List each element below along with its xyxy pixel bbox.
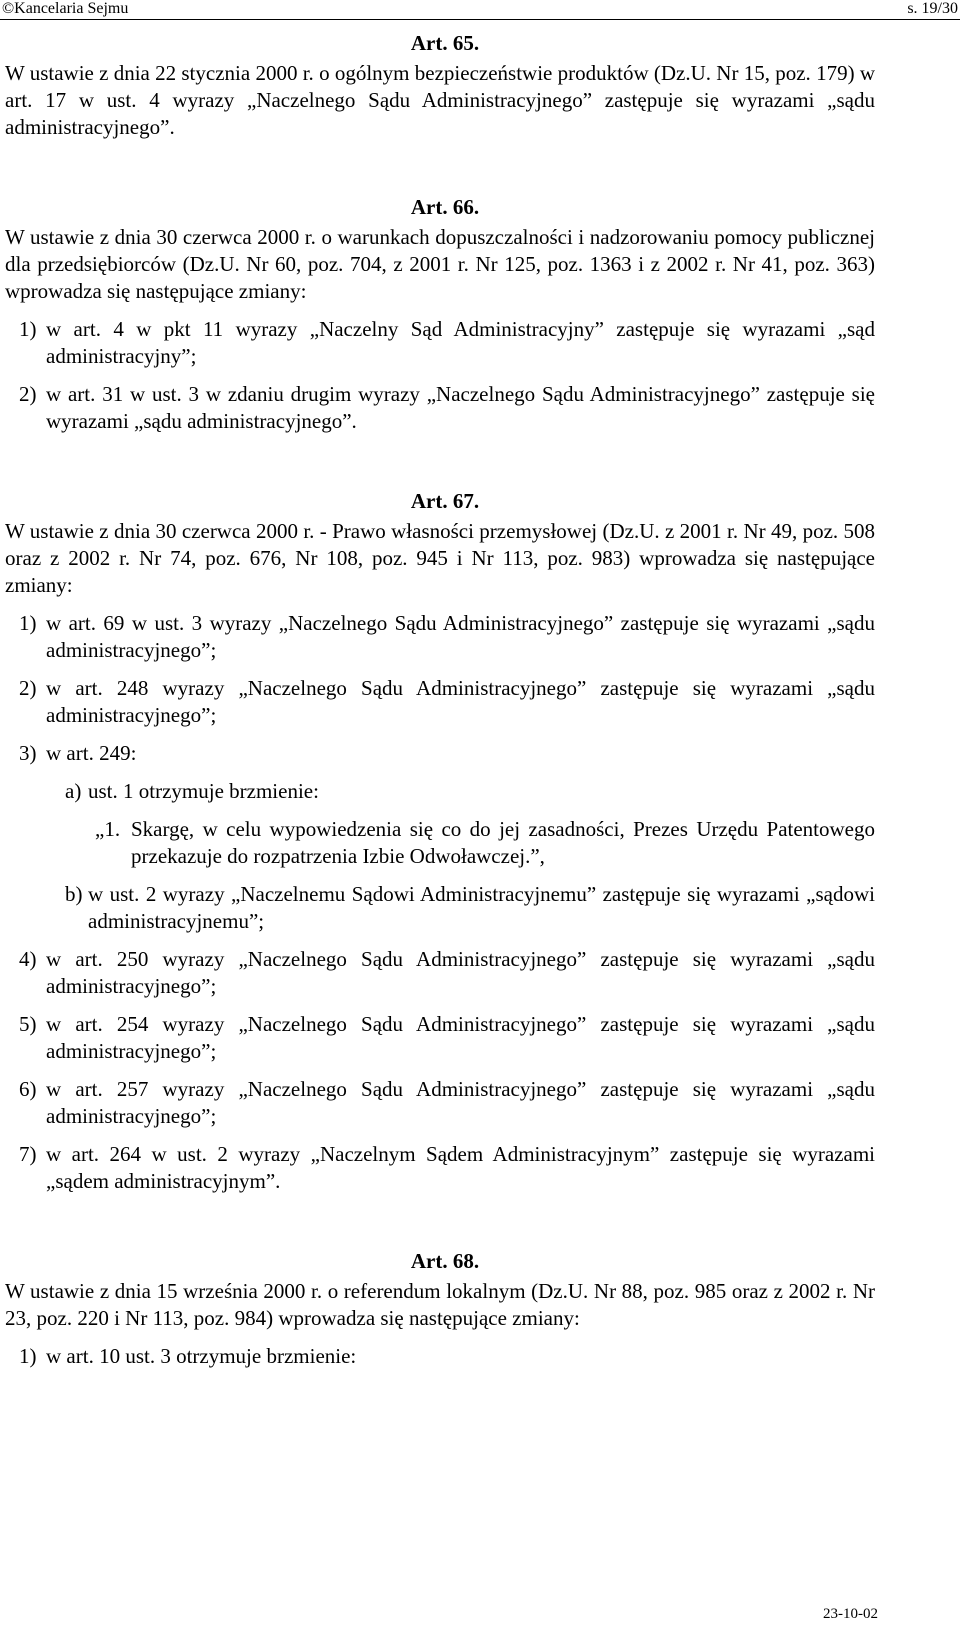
point-number: 2) — [19, 676, 37, 700]
article-67-title: Art. 67. — [410, 489, 480, 513]
article-66 — [5, 194, 875, 435]
article-67-point-7 — [5, 1141, 875, 1195]
point-number: 5) — [19, 1012, 37, 1036]
point-text: w art. 254 wyrazy „Naczelnego Sądu Administracyjnego” zastępuje się wyrazami „sądu administracyjnego”; — [46, 1012, 875, 1063]
article-68-title: Art. 68. — [410, 1249, 480, 1273]
article-67-quoted-provision — [5, 816, 875, 870]
point-number: 1) — [19, 1344, 37, 1368]
point-number: 1) — [19, 611, 37, 635]
point-number: 4) — [19, 947, 37, 971]
article-67-point-4 — [5, 946, 875, 1000]
article-66-title: Art. 66. — [410, 195, 480, 219]
point-text: w art. 69 w ust. 3 wyrazy „Naczelnego Sądu Administracyjnego” zastępuje się wyrazami „sądu administracyjnego”; — [46, 611, 875, 662]
article-67-point-6 — [5, 1076, 875, 1130]
document-body — [5, 30, 875, 1370]
letter-text: w ust. 2 wyrazy „Naczelnemu Sądowi Administracyjnemu” zastępuje się wyrazami „sądowi administracyjnemu”; — [88, 882, 875, 933]
spacer — [5, 435, 875, 488]
point-text: w art. 31 w ust. 3 w zdaniu drugim wyrazy „Naczelnego Sądu Administracyjnego” zastępuje się wyrazami „sądu administracyjnego”. — [46, 382, 875, 433]
spacer — [5, 141, 875, 194]
point-number: 1) — [19, 317, 37, 341]
point-text: w art. 249: — [46, 741, 137, 765]
point-text: w art. 257 wyrazy „Naczelnego Sądu Administracyjnego” zastępuje się wyrazami „sądu administracyjnego”; — [46, 1077, 875, 1128]
article-68 — [5, 1248, 875, 1370]
point-number: 3) — [19, 741, 37, 765]
article-66-text: W ustawie z dnia 30 czerwca 2000 r. o warunkach dopuszczalności i nadzorowaniu pomocy publicznej dla przedsiębiorców (Dz.U. Nr 60, poz. 704, z 2001 r. Nr 125, poz. 1363 i z 2002 r. Nr 41, poz. 363) wprowadza się następujące zmiany: — [5, 225, 875, 303]
quoted-provision-text: Skargę, w celu wypowiedzenia się co do jej zasadności, Prezes Urzędu Patentowego przekazuje do rozpatrzenia Izbie Odwoławczej.”, — [131, 817, 875, 868]
article-67-point-3-letter-a — [5, 778, 875, 805]
article-67 — [5, 488, 875, 1195]
point-number: 6) — [19, 1077, 37, 1101]
letter-text: ust. 1 otrzymuje brzmienie: — [88, 779, 319, 803]
page-footer-date: 23-10-02 — [823, 1606, 878, 1622]
header-page-number: s. 19/30 — [907, 0, 958, 17]
article-68-point-1 — [5, 1343, 875, 1370]
page-header — [0, 0, 960, 22]
header-divider — [0, 19, 960, 20]
article-65-text: W ustawie z dnia 22 stycznia 2000 r. o ogólnym bezpieczeństwie produktów (Dz.U. Nr 15, poz. 179) w art. 17 w ust. 4 wyrazy „Naczelnego Sądu Administracyjnego” zastępuje się wyrazami „sądu administracyjnego”. — [5, 61, 875, 139]
article-68-text: W ustawie z dnia 15 września 2000 r. o referendum lokalnym (Dz.U. Nr 88, poz. 985 oraz z 2002 r. Nr 23, poz. 220 i Nr 113, poz. 984) wprowadza się następujące zmiany: — [5, 1279, 875, 1330]
letter-number: b) — [65, 882, 83, 906]
article-65 — [5, 30, 875, 141]
header-publisher: ©Kancelaria Sejmu — [2, 0, 129, 17]
article-67-text: W ustawie z dnia 30 czerwca 2000 r. - Prawo własności przemysłowej (Dz.U. z 2001 r. Nr 49, poz. 508 oraz z 2002 r. Nr 74, poz. 676, Nr 108, poz. 945 i Nr 113, poz. 983) wprowadza się następujące zmiany: — [5, 519, 875, 597]
point-number: 7) — [19, 1142, 37, 1166]
article-67-point-3 — [5, 740, 875, 767]
article-67-point-5 — [5, 1011, 875, 1065]
article-66-point-1 — [5, 316, 875, 370]
point-text: w art. 250 wyrazy „Naczelnego Sądu Administracyjnego” zastępuje się wyrazami „sądu administracyjnego”; — [46, 947, 875, 998]
article-67-point-1 — [5, 610, 875, 664]
letter-number: a) — [65, 779, 82, 803]
point-text: w art. 248 wyrazy „Naczelnego Sądu Administracyjnego” zastępuje się wyrazami „sądu administracyjnego”; — [46, 676, 875, 727]
point-text: w art. 4 w pkt 11 wyrazy „Naczelny Sąd Administracyjny” zastępuje się wyrazami „sąd administracyjny”; — [46, 317, 875, 368]
point-text: w art. 10 ust. 3 otrzymuje brzmienie: — [46, 1344, 357, 1368]
point-number: 2) — [19, 382, 37, 406]
article-67-point-2 — [5, 675, 875, 729]
quoted-provision-number: „1. — [95, 817, 121, 841]
point-text: w art. 264 w ust. 2 wyrazy „Naczelnym Sądem Administracyjnym” zastępuje się wyrazami „sądem administracyjnym”. — [46, 1142, 875, 1193]
article-65-title: Art. 65. — [410, 31, 480, 55]
article-67-point-3-letter-b — [5, 881, 875, 935]
article-66-point-2 — [5, 381, 875, 435]
spacer — [5, 1195, 875, 1248]
